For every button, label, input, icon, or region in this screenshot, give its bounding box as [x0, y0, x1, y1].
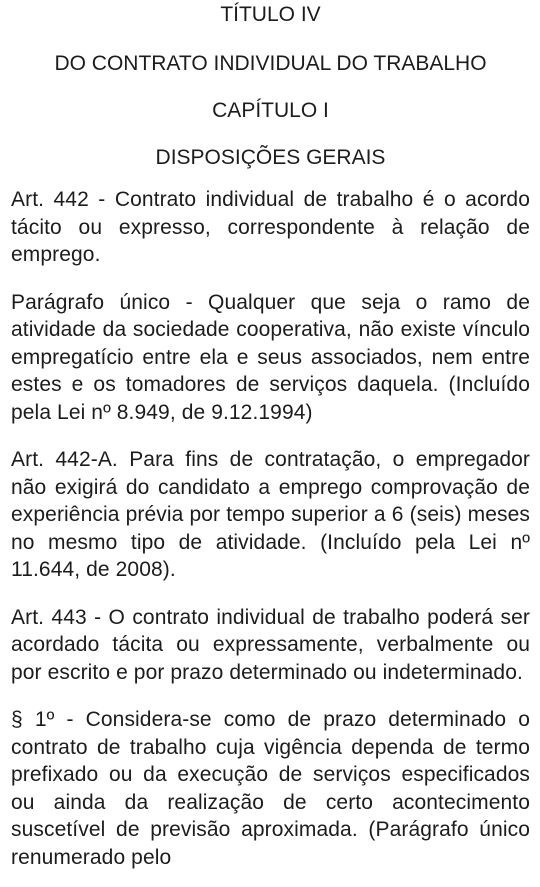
title-heading: TÍTULO IV [220, 3, 321, 26]
article-443-section-1-paragraph: § 1º - Considera-se como de prazo determinado o contrato de trabalho cuja vigência dependa de termo prefixado ou da execução de serviços especificados ou ainda da realização de certo acontecimento suscetível de previsão aproximada. (Parágrafo único renumerado pelo [11, 708, 530, 869]
article-442a-paragraph: Art. 442-A. Para fins de contratação, o empregador não exigirá do candidato a emprego comprovação de experiência prévia por tempo superior a 6 (seis) meses no mesmo tipo de atividade. (Incluído pela Lei nº 11.644, de 2008). [11, 448, 530, 581]
article-442-paragraph: Art. 442 - Contrato individual de trabalho é o acordo tácito ou expresso, correspondente à relação de emprego. [11, 188, 530, 266]
chapter-heading: CAPÍTULO I [212, 99, 329, 122]
article-443-paragraph: Art. 443 - O contrato individual de trabalho poderá ser acordado tácita ou expressamente, verbalmente ou por escrito e por prazo determinado ou indeterminado. [11, 605, 530, 684]
chapter-name-heading: DISPOSIÇÕES GERAIS [155, 146, 386, 169]
title-name-heading: DO CONTRATO INDIVIDUAL DO TRABALHO [54, 52, 487, 75]
document-body [11, 0, 530, 871]
article-442-sole-paragraph: Parágrafo único - Qualquer que seja o ramo de atividade da sociedade cooperativa, não existe vínculo empregatício entre ela e seus associados, nem entre estes e os tomadores de serviços daquela. (Incluído pela Lei nº 8.949, de 9.12.1994) [11, 290, 530, 424]
